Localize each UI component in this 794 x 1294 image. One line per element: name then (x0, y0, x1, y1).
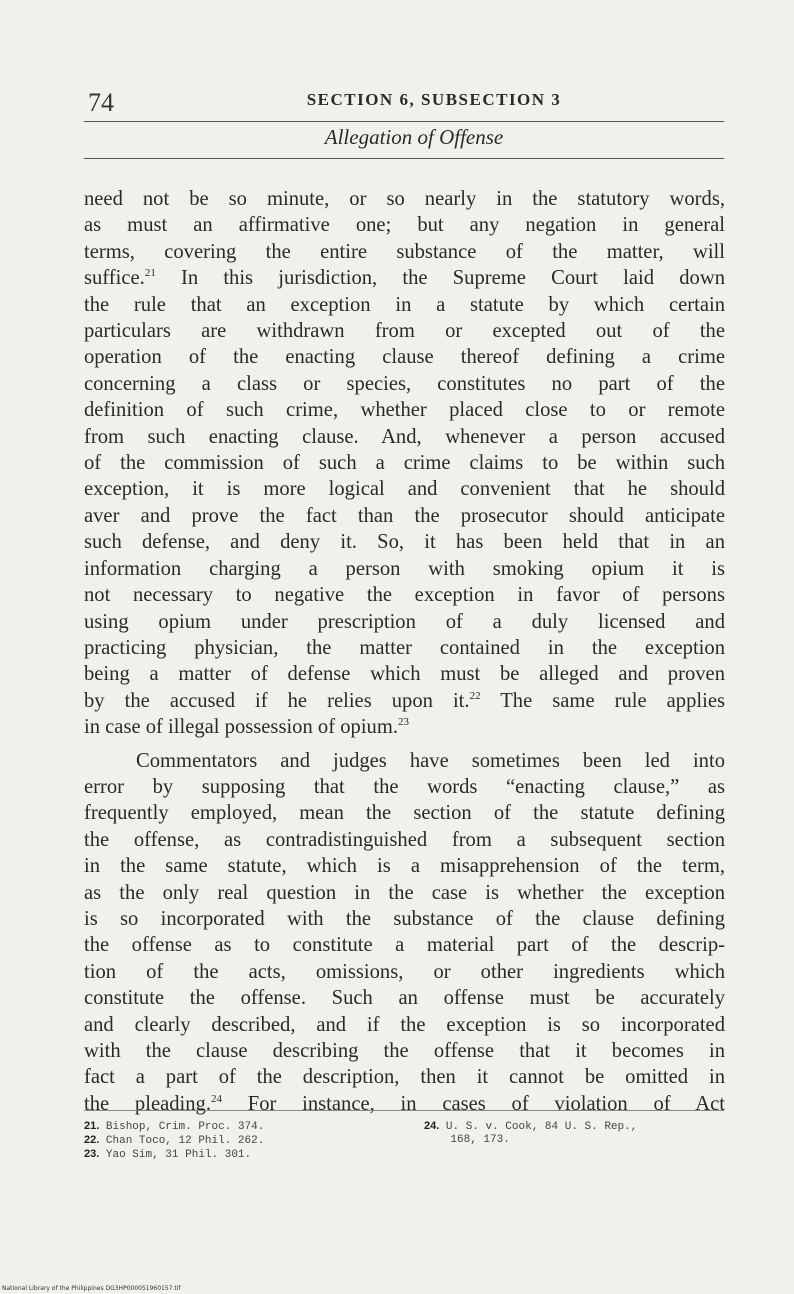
header-rule-top (84, 121, 724, 122)
running-header (84, 86, 724, 120)
text-line: Commentators and judges have sometimes been led into (136, 749, 725, 772)
text-line: in the same statute, which is a misapprehension of the term, (84, 855, 725, 878)
text-line: the offense as to constitute a material part of the descrip- (84, 934, 725, 957)
text-line: fact a part of the description, then it cannot be omitted in (84, 1066, 725, 1089)
text-line: frequently employed, mean the section of the statute defining (84, 802, 725, 825)
text-line: error by supposing that the words “enacting clause,” as (84, 775, 725, 798)
text-line: not necessary to negative the exception in favor of persons (84, 584, 725, 607)
text-line: of the commission of such a crime claims to be within such (84, 452, 725, 475)
header-rule-bottom (84, 158, 724, 159)
text-line: by the accused if he relies upon it.$^{22}$ The same rule applies (84, 689, 726, 712)
text-line: the pleading.$^{24}$ For instance, in cases of violation of Act (84, 1092, 725, 1115)
footnote-rule (84, 1110, 724, 1111)
footnotes-right-column (424, 1120, 724, 1147)
text-line: is so incorporated with the substance of the clause defining (84, 907, 725, 930)
text-line: suffice.$^{21}$ In this jurisdiction, the Supreme Court laid down (84, 267, 725, 290)
text-line: constitute the offense. Such an offense must be accurately (84, 987, 725, 1010)
section-subtitle: Allegation of Offense (324, 125, 504, 149)
text-line: particulars are withdrawn from or excepted out of the (84, 320, 725, 343)
text-line: tion of the acts, omissions, or other ingredients which (84, 960, 725, 983)
footnote-ref-23: 23 (398, 716, 410, 729)
text-line: operation of the enacting clause thereof defining a crime (84, 346, 725, 369)
text-line: definition of such crime, whether placed close to or remote (84, 399, 725, 422)
text-line: information charging a person with smoking opium it is (84, 557, 725, 580)
paragraph-2 (84, 748, 725, 1118)
text-line: the offense, as contradistinguished from a subsequent section (84, 828, 725, 851)
footnote-ref-22: 22 (469, 689, 481, 702)
footnote-24: 24. U. S. v. Cook, 84 U. S. Rep., (424, 1120, 638, 1133)
footnote-23: 23. Yao Sim, 31 Phil. 301. (84, 1148, 252, 1161)
text-line: exception, it is more logical and convenient that he should (84, 478, 725, 501)
text-line: aver and prove the fact than the prosecutor should anticipate (84, 504, 725, 527)
text-line: from such enacting clause. And, whenever a person accused (84, 425, 725, 448)
footnote-ref-24: 24 (211, 1092, 222, 1105)
text-line: using opium under prescription of a duly licensed and (84, 610, 725, 633)
footnote-22: 22. Chan Toco, 12 Phil. 262. (84, 1134, 265, 1147)
page-number: 74 (88, 88, 114, 117)
text-line: and clearly described, and if the exception is so incorporated (84, 1013, 725, 1036)
text-line: in case of illegal possession of opium.$^{23}$ (84, 716, 410, 739)
text-line: as must an affirmative one; but any negation in general (84, 214, 725, 237)
text-line: need not be so minute, or so nearly in the statutory words, (84, 188, 725, 210)
body-text (84, 186, 725, 1117)
scan-credit: National Library of the Philippines DG3HP000051960157.tif (2, 1285, 181, 1292)
text-line: such defense, and deny it. So, it has been held that in an (84, 531, 725, 554)
text-line: as the only real question in the case is whether the exception (84, 881, 725, 904)
footnote-21: 21. Bishop, Crim. Proc. 374. (84, 1120, 265, 1133)
text-line: concerning a class or species, constitutes no part of the (84, 372, 725, 395)
footnote-ref-21: 21 (144, 267, 156, 280)
text-line: practicing physician, the matter contained in the exception (84, 636, 725, 659)
section-title: SECTION 6, SUBSECTION 3 (306, 90, 562, 109)
text-line: being a matter of defense which must be alleged and proven (84, 663, 725, 686)
footnote-24-continued: 168, 173. (424, 1134, 510, 1146)
footnotes-left-column (84, 1120, 384, 1162)
text-line: the rule that an exception in a statute by which certain (84, 293, 725, 316)
paragraph-1 (84, 186, 725, 741)
text-line: with the clause describing the offense that it becomes in (84, 1040, 725, 1062)
text-line: terms, covering the entire substance of the matter, will (84, 240, 725, 263)
